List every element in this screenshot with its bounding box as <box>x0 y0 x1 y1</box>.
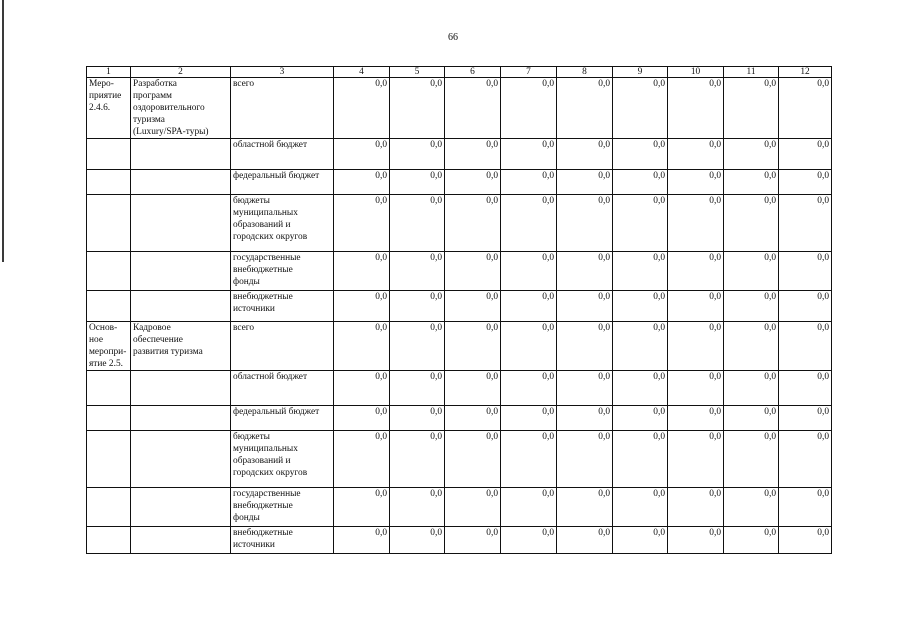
event-code-cell <box>87 170 131 195</box>
value-cell: 0,0 <box>724 527 779 554</box>
funding-source-cell: областной бюджет <box>231 371 334 406</box>
funding-source-cell: бюджеты муниципальных образований и городских округов <box>231 431 334 488</box>
value-cell: 0,0 <box>668 139 724 170</box>
value-cell: 0,0 <box>779 322 832 371</box>
value-cell: 0,0 <box>390 431 445 488</box>
event-name-cell <box>131 139 231 170</box>
margin-rule <box>2 0 4 262</box>
table-row <box>87 322 832 371</box>
table-row <box>87 527 832 554</box>
value-cell: 0,0 <box>668 431 724 488</box>
value-cell: 0,0 <box>724 195 779 252</box>
value-cell: 0,0 <box>613 431 668 488</box>
value-cell: 0,0 <box>613 371 668 406</box>
value-cell: 0,0 <box>445 291 501 322</box>
value-cell: 0,0 <box>557 406 613 431</box>
value-cell: 0,0 <box>724 488 779 527</box>
event-code-cell <box>87 371 131 406</box>
value-cell: 0,0 <box>557 371 613 406</box>
event-name-cell <box>131 195 231 252</box>
funding-source-cell: всего <box>231 322 334 371</box>
funding-source-cell: государственные внебюджетные фонды <box>231 488 334 527</box>
value-cell: 0,0 <box>334 406 390 431</box>
value-cell: 0,0 <box>724 406 779 431</box>
value-cell: 0,0 <box>613 139 668 170</box>
column-header: 7 <box>501 67 557 78</box>
value-cell: 0,0 <box>390 488 445 527</box>
value-cell: 0,0 <box>779 139 832 170</box>
value-cell: 0,0 <box>390 195 445 252</box>
value-cell: 0,0 <box>390 170 445 195</box>
value-cell: 0,0 <box>390 78 445 139</box>
event-code-cell <box>87 195 131 252</box>
value-cell: 0,0 <box>668 488 724 527</box>
value-cell: 0,0 <box>445 371 501 406</box>
event-name-cell <box>131 170 231 195</box>
value-cell: 0,0 <box>390 291 445 322</box>
column-header: 3 <box>231 67 334 78</box>
value-cell: 0,0 <box>334 170 390 195</box>
value-cell: 0,0 <box>445 488 501 527</box>
value-cell: 0,0 <box>668 406 724 431</box>
value-cell: 0,0 <box>668 322 724 371</box>
value-cell: 0,0 <box>557 291 613 322</box>
value-cell: 0,0 <box>613 195 668 252</box>
value-cell: 0,0 <box>445 252 501 291</box>
value-cell: 0,0 <box>613 170 668 195</box>
value-cell: 0,0 <box>445 527 501 554</box>
funding-source-cell: федеральный бюджет <box>231 406 334 431</box>
table-row <box>87 195 832 252</box>
table-row <box>87 371 832 406</box>
value-cell: 0,0 <box>445 139 501 170</box>
column-header: 4 <box>334 67 390 78</box>
value-cell: 0,0 <box>501 527 557 554</box>
value-cell: 0,0 <box>557 195 613 252</box>
value-cell: 0,0 <box>668 170 724 195</box>
event-code-cell <box>87 488 131 527</box>
value-cell: 0,0 <box>390 406 445 431</box>
value-cell: 0,0 <box>501 431 557 488</box>
event-name-cell <box>131 371 231 406</box>
value-cell: 0,0 <box>557 322 613 371</box>
event-code-cell: Основ- ное меропри- ятие 2.5. <box>87 322 131 371</box>
column-header: 1 <box>87 67 131 78</box>
funding-source-cell: федеральный бюджет <box>231 170 334 195</box>
value-cell: 0,0 <box>501 291 557 322</box>
value-cell: 0,0 <box>724 322 779 371</box>
column-header: 6 <box>445 67 501 78</box>
table-row <box>87 139 832 170</box>
value-cell: 0,0 <box>334 139 390 170</box>
value-cell: 0,0 <box>779 488 832 527</box>
value-cell: 0,0 <box>724 371 779 406</box>
table-row <box>87 406 832 431</box>
funding-source-cell: областной бюджет <box>231 139 334 170</box>
event-name-cell <box>131 291 231 322</box>
value-cell: 0,0 <box>724 139 779 170</box>
event-name-cell: Кадровое обеспечение развития туризма <box>131 322 231 371</box>
value-cell: 0,0 <box>724 431 779 488</box>
value-cell: 0,0 <box>390 252 445 291</box>
funding-source-cell: внебюджетные источники <box>231 527 334 554</box>
table-row <box>87 78 832 139</box>
value-cell: 0,0 <box>613 406 668 431</box>
column-number-row <box>87 67 832 78</box>
funding-source-cell: бюджеты муниципальных образований и городских округов <box>231 195 334 252</box>
column-header: 12 <box>779 67 832 78</box>
funding-source-cell: всего <box>231 78 334 139</box>
value-cell: 0,0 <box>445 431 501 488</box>
value-cell: 0,0 <box>557 252 613 291</box>
value-cell: 0,0 <box>390 322 445 371</box>
value-cell: 0,0 <box>557 78 613 139</box>
funding-source-cell: внебюджетные источники <box>231 291 334 322</box>
value-cell: 0,0 <box>613 252 668 291</box>
value-cell: 0,0 <box>501 170 557 195</box>
event-name-cell <box>131 252 231 291</box>
value-cell: 0,0 <box>445 406 501 431</box>
column-header: 10 <box>668 67 724 78</box>
column-header: 9 <box>613 67 668 78</box>
column-header: 2 <box>131 67 231 78</box>
event-code-cell: Меро- приятие 2.4.6. <box>87 78 131 139</box>
value-cell: 0,0 <box>501 139 557 170</box>
value-cell: 0,0 <box>334 322 390 371</box>
value-cell: 0,0 <box>668 78 724 139</box>
column-header: 8 <box>557 67 613 78</box>
funding-source-cell: государственные внебюджетные фонды <box>231 252 334 291</box>
value-cell: 0,0 <box>779 170 832 195</box>
event-name-cell: Разработка программ оздоровительного туризма (Luxury/SPA-туры) <box>131 78 231 139</box>
value-cell: 0,0 <box>501 371 557 406</box>
value-cell: 0,0 <box>501 406 557 431</box>
table-row <box>87 170 832 195</box>
value-cell: 0,0 <box>668 291 724 322</box>
value-cell: 0,0 <box>334 78 390 139</box>
table-row <box>87 252 832 291</box>
value-cell: 0,0 <box>779 431 832 488</box>
value-cell: 0,0 <box>613 488 668 527</box>
event-code-cell <box>87 252 131 291</box>
table-row <box>87 431 832 488</box>
value-cell: 0,0 <box>724 170 779 195</box>
value-cell: 0,0 <box>445 322 501 371</box>
value-cell: 0,0 <box>334 431 390 488</box>
value-cell: 0,0 <box>779 406 832 431</box>
value-cell: 0,0 <box>779 291 832 322</box>
value-cell: 0,0 <box>334 371 390 406</box>
value-cell: 0,0 <box>724 78 779 139</box>
value-cell: 0,0 <box>501 252 557 291</box>
value-cell: 0,0 <box>334 252 390 291</box>
value-cell: 0,0 <box>613 291 668 322</box>
value-cell: 0,0 <box>613 527 668 554</box>
budget-table <box>86 66 832 554</box>
value-cell: 0,0 <box>390 527 445 554</box>
table-row <box>87 488 832 527</box>
event-name-cell <box>131 406 231 431</box>
value-cell: 0,0 <box>779 195 832 252</box>
value-cell: 0,0 <box>613 78 668 139</box>
column-header: 11 <box>724 67 779 78</box>
value-cell: 0,0 <box>557 488 613 527</box>
value-cell: 0,0 <box>779 78 832 139</box>
event-name-cell <box>131 488 231 527</box>
value-cell: 0,0 <box>334 291 390 322</box>
value-cell: 0,0 <box>445 195 501 252</box>
value-cell: 0,0 <box>724 291 779 322</box>
value-cell: 0,0 <box>557 527 613 554</box>
value-cell: 0,0 <box>501 195 557 252</box>
value-cell: 0,0 <box>390 139 445 170</box>
value-cell: 0,0 <box>668 371 724 406</box>
value-cell: 0,0 <box>445 170 501 195</box>
page-number: 66 <box>448 32 458 43</box>
value-cell: 0,0 <box>334 488 390 527</box>
event-code-cell <box>87 291 131 322</box>
value-cell: 0,0 <box>445 78 501 139</box>
value-cell: 0,0 <box>613 322 668 371</box>
event-name-cell <box>131 527 231 554</box>
value-cell: 0,0 <box>557 170 613 195</box>
value-cell: 0,0 <box>501 488 557 527</box>
value-cell: 0,0 <box>779 371 832 406</box>
value-cell: 0,0 <box>668 195 724 252</box>
table-row <box>87 291 832 322</box>
value-cell: 0,0 <box>668 527 724 554</box>
event-code-cell <box>87 527 131 554</box>
value-cell: 0,0 <box>557 431 613 488</box>
value-cell: 0,0 <box>501 78 557 139</box>
event-code-cell <box>87 406 131 431</box>
value-cell: 0,0 <box>668 252 724 291</box>
value-cell: 0,0 <box>557 139 613 170</box>
event-name-cell <box>131 431 231 488</box>
event-code-cell <box>87 431 131 488</box>
event-code-cell <box>87 139 131 170</box>
value-cell: 0,0 <box>334 195 390 252</box>
column-header: 5 <box>390 67 445 78</box>
value-cell: 0,0 <box>779 527 832 554</box>
value-cell: 0,0 <box>724 252 779 291</box>
value-cell: 0,0 <box>390 371 445 406</box>
value-cell: 0,0 <box>779 252 832 291</box>
value-cell: 0,0 <box>334 527 390 554</box>
value-cell: 0,0 <box>501 322 557 371</box>
